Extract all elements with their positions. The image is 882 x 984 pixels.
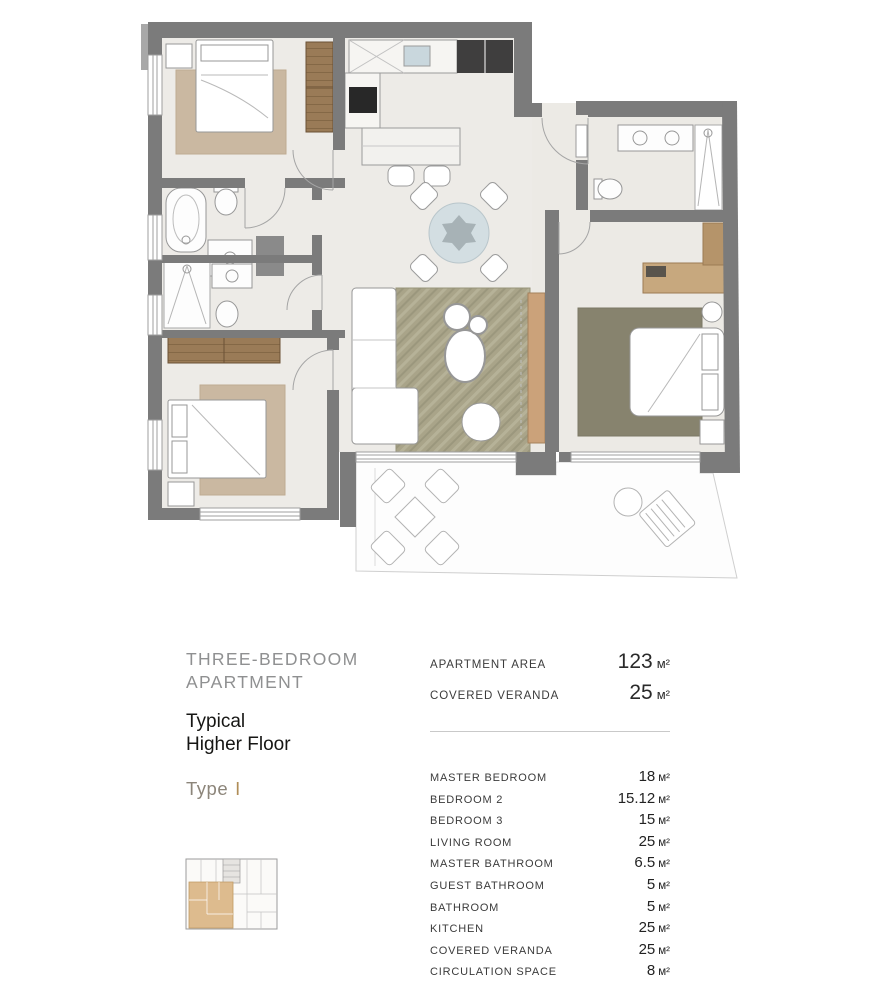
key-plan-thumbnail xyxy=(185,854,278,936)
divider xyxy=(430,731,670,732)
toilet xyxy=(215,189,237,215)
room-label: BEDROOM 2 xyxy=(430,793,504,806)
unit: м² xyxy=(658,793,670,806)
room-value: 25 м² xyxy=(638,940,670,958)
room-value: 5 м² xyxy=(646,897,670,915)
room-value: 8 м² xyxy=(646,962,670,980)
room-row xyxy=(430,876,670,893)
tv-cabinet xyxy=(528,293,545,443)
room-value: 15 м² xyxy=(638,811,670,829)
room-label: MASTER BATHROOM xyxy=(430,858,554,871)
unit: м² xyxy=(658,879,670,892)
unit: м² xyxy=(658,923,670,936)
room-label: MASTER BEDROOM xyxy=(430,772,547,784)
room-row xyxy=(430,919,670,936)
coffee-table xyxy=(445,330,485,382)
type-label: Type xyxy=(186,778,229,799)
subtitle-line1: Typical xyxy=(186,711,246,733)
unit: м² xyxy=(658,772,670,784)
door-leaf xyxy=(576,125,587,157)
bed xyxy=(196,40,273,132)
outdoor-side-table xyxy=(614,488,642,516)
room-label: BATHROOM xyxy=(430,901,500,914)
unit: м² xyxy=(658,901,670,914)
room-label: BEDROOM 3 xyxy=(430,815,504,828)
highlighted-unit xyxy=(189,882,233,928)
toilet xyxy=(598,179,622,199)
summary-label: COVERED VERANDA xyxy=(430,690,560,702)
round-side-table xyxy=(702,302,722,322)
area-table xyxy=(430,650,670,984)
unit: м² xyxy=(656,687,670,702)
summary-row xyxy=(430,681,670,705)
room-value: 15.12 м² xyxy=(617,789,670,807)
room-label: GUEST BATHROOM xyxy=(430,879,545,892)
toilet xyxy=(216,301,238,327)
nightstand xyxy=(168,482,194,506)
summary-value: 123 м² xyxy=(617,650,670,673)
room-list xyxy=(430,768,670,979)
unit: м² xyxy=(658,944,670,957)
bar-stool xyxy=(388,166,414,186)
subtitle-line2: Higher Floor xyxy=(186,733,291,755)
room-row xyxy=(430,962,670,979)
nightstand xyxy=(166,44,192,68)
room-value: 5 м² xyxy=(646,875,670,893)
summary-row xyxy=(430,650,670,674)
type-row xyxy=(186,778,426,800)
title-line2: APARTMENT xyxy=(186,672,305,693)
unit: м² xyxy=(658,836,670,849)
pouf xyxy=(462,403,500,441)
room-value: 6.5 м² xyxy=(634,854,670,872)
side-table xyxy=(469,316,487,334)
unit: м² xyxy=(658,966,670,979)
bathtub xyxy=(166,188,206,252)
sofa-chaise xyxy=(352,388,418,444)
side-table xyxy=(444,304,470,330)
nightstand xyxy=(700,420,724,444)
unit: м² xyxy=(658,858,670,871)
room-value: 18 м² xyxy=(638,768,670,785)
vanity xyxy=(212,264,252,288)
apartment-title xyxy=(186,648,426,694)
oven xyxy=(349,87,377,113)
room-label: LIVING ROOM xyxy=(430,836,513,849)
room-row xyxy=(430,833,670,850)
kitchen-sink xyxy=(404,46,430,66)
type-value: I xyxy=(235,778,241,799)
title-line1: THREE-BEDROOM xyxy=(186,649,359,669)
unit: м² xyxy=(658,815,670,828)
summary-value: 25 м² xyxy=(629,681,670,704)
room-row xyxy=(430,898,670,915)
room-label: COVERED VERANDA xyxy=(430,944,553,957)
room-row xyxy=(430,941,670,958)
shower xyxy=(164,262,210,328)
double-vanity xyxy=(618,125,693,151)
room-value: 25 м² xyxy=(638,919,670,937)
summary-label: APARTMENT AREA xyxy=(430,659,547,671)
room-row xyxy=(430,790,670,807)
kitchen-cabinets xyxy=(349,40,457,73)
closet-box xyxy=(646,266,666,277)
room-value: 25 м² xyxy=(638,832,670,850)
apartment-subtitle xyxy=(186,711,426,756)
bed xyxy=(630,328,724,416)
room-row xyxy=(430,854,670,871)
room-row xyxy=(430,768,670,785)
apartment-info xyxy=(186,648,426,800)
room-label: CIRCULATION SPACE xyxy=(430,966,557,979)
room-label: KITCHEN xyxy=(430,923,484,936)
unit: м² xyxy=(656,656,670,671)
room-row xyxy=(430,811,670,828)
